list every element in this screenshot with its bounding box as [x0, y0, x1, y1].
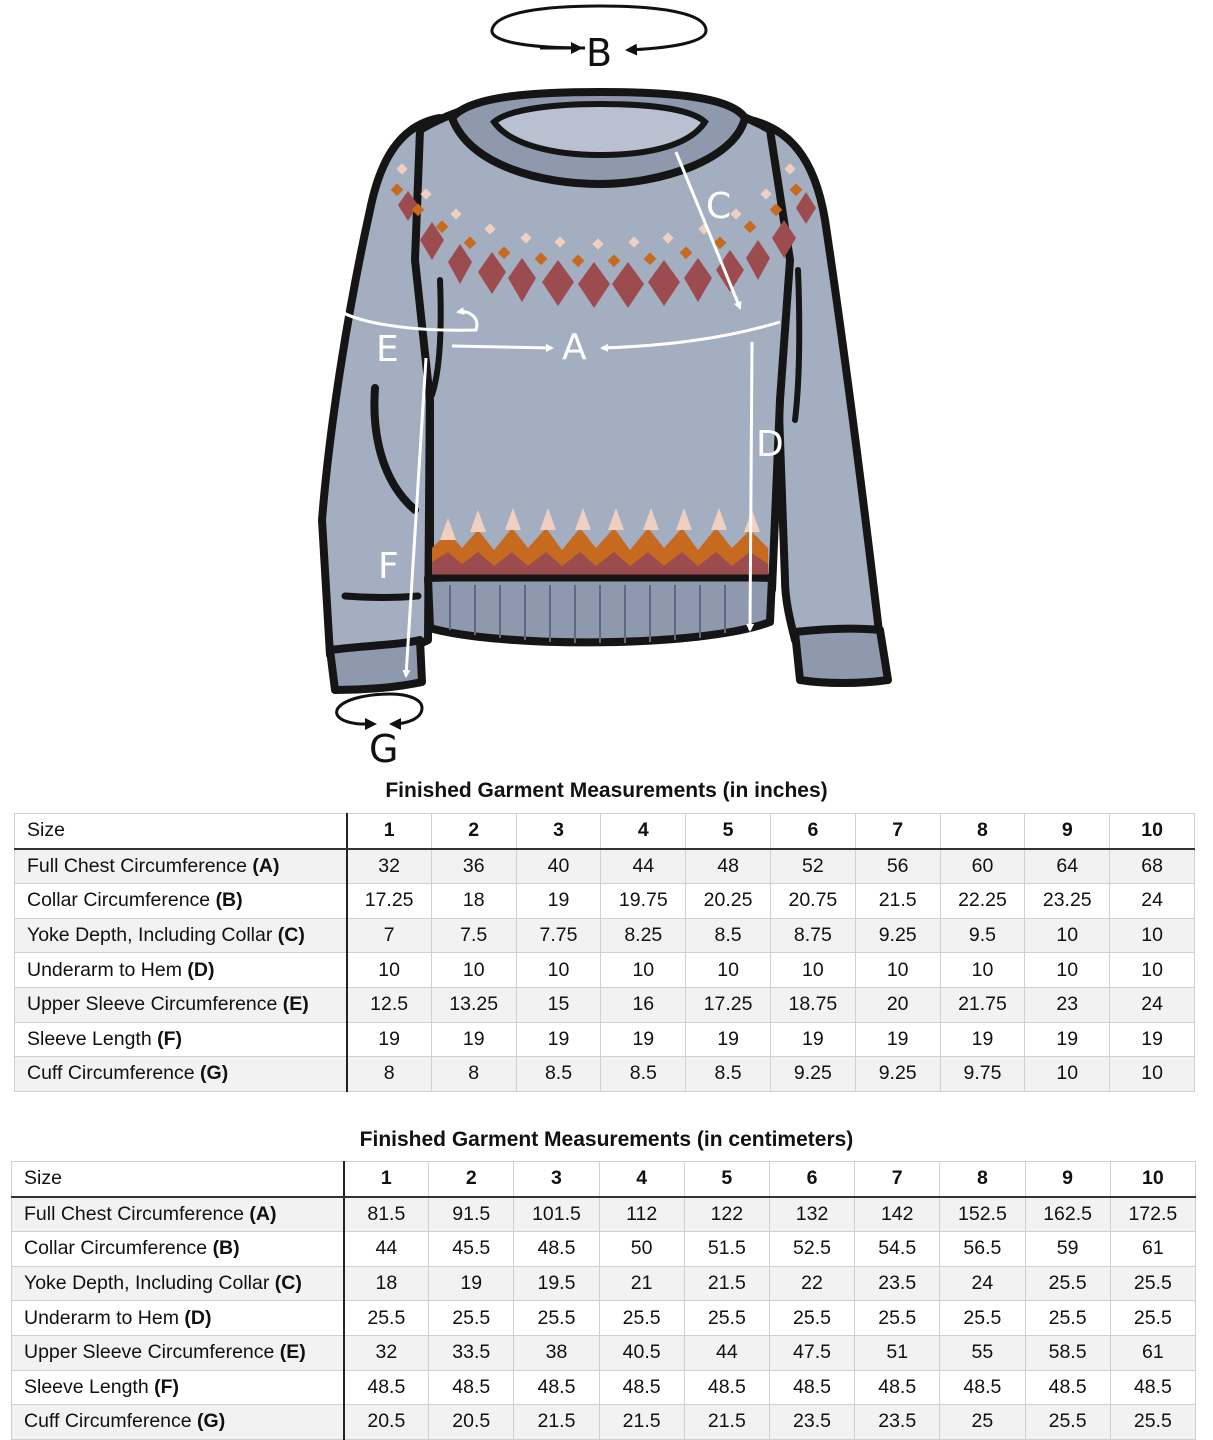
measurement-value: 21.5 [855, 884, 940, 919]
measurement-value: 25.5 [1110, 1405, 1195, 1440]
measurement-value: 25.5 [1025, 1301, 1110, 1336]
size-column-header: 5 [684, 1162, 769, 1197]
table-row [12, 1266, 1196, 1301]
measurement-value: 152.5 [940, 1197, 1025, 1232]
size-column-header: 5 [686, 814, 771, 849]
table-row [12, 1405, 1196, 1440]
measurement-value: 50 [599, 1232, 684, 1267]
measurement-value: 25.5 [599, 1301, 684, 1336]
measurement-name [15, 1057, 347, 1092]
measurement-value: 22 [769, 1266, 854, 1301]
measurement-value: 20 [855, 987, 940, 1022]
measurement-value: 40.5 [599, 1335, 684, 1370]
measurement-label: Full Chest Circumference [24, 1202, 244, 1225]
measurement-value: 25.5 [769, 1301, 854, 1336]
measurement-value: 24 [940, 1266, 1025, 1301]
measurement-value: 19 [1110, 1022, 1195, 1057]
measurement-value: 10 [1025, 918, 1110, 953]
measurement-value: 32 [344, 1335, 429, 1370]
measurement-value: 23.25 [1025, 884, 1110, 919]
measurement-label: Upper Sleeve Circumference [24, 1341, 275, 1364]
measurement-value: 60 [940, 849, 1025, 884]
inches-measurement-table [14, 813, 1195, 1092]
cuff-loop-g [337, 694, 422, 724]
measurement-value: 23.5 [855, 1266, 940, 1301]
measurement-value: 25.5 [514, 1301, 599, 1336]
size-header: Size [12, 1162, 344, 1197]
measurement-value: 44 [684, 1335, 769, 1370]
measurement-value: 19 [770, 1022, 855, 1057]
measurement-value: 25.5 [344, 1301, 429, 1336]
measurement-value: 13.25 [431, 987, 516, 1022]
measurement-value: 61 [1110, 1335, 1195, 1370]
measurement-value: 10 [601, 953, 686, 988]
measurement-value: 19.5 [514, 1266, 599, 1301]
sweater-illustration [322, 92, 888, 690]
measurement-value: 21.75 [940, 987, 1025, 1022]
measurement-value: 20.75 [770, 884, 855, 919]
measurement-label: Sleeve Length [27, 1027, 152, 1050]
table-row [15, 1022, 1195, 1057]
table-row [15, 987, 1195, 1022]
measurement-value: 52.5 [769, 1232, 854, 1267]
size-column-header: 8 [940, 814, 1025, 849]
measurement-code: (F) [157, 1027, 183, 1050]
size-column-header: 9 [1025, 814, 1110, 849]
size-column-header: 7 [855, 814, 940, 849]
measurement-value: 8.5 [686, 1057, 771, 1092]
measurement-code: (G) [197, 1410, 226, 1433]
measurement-code: (D) [187, 958, 215, 981]
size-column-header: 10 [1110, 814, 1195, 849]
size-column-header: 6 [770, 814, 855, 849]
measurement-value: 48.5 [514, 1370, 599, 1405]
measurement-value: 44 [344, 1232, 429, 1267]
measurement-value: 21.5 [684, 1266, 769, 1301]
measurement-value: 36 [431, 849, 516, 884]
measurement-value: 38 [514, 1335, 599, 1370]
label-a: A [562, 327, 587, 368]
size-column-header: 7 [855, 1162, 940, 1197]
measurement-code: (B) [212, 1237, 240, 1260]
table-row [15, 849, 1195, 884]
measurement-value: 22.25 [940, 884, 1025, 919]
measurement-name [12, 1266, 344, 1301]
measurement-value: 24 [1110, 884, 1195, 919]
measurement-value: 18 [344, 1266, 429, 1301]
measurement-code: (C) [277, 924, 305, 947]
measurement-value: 25.5 [429, 1301, 514, 1336]
measurement-code: (F) [154, 1375, 180, 1398]
measurement-value: 48.5 [599, 1370, 684, 1405]
size-column-header: 10 [1110, 1162, 1195, 1197]
size-column-header: 1 [344, 1162, 429, 1197]
measurement-value: 25.5 [855, 1301, 940, 1336]
table-row [12, 1232, 1196, 1267]
measurement-name [12, 1232, 344, 1267]
size-column-header: 3 [514, 1162, 599, 1197]
size-column-header: 4 [599, 1162, 684, 1197]
measurement-label: Collar Circumference [27, 889, 211, 912]
measurement-name [12, 1370, 344, 1405]
measurement-value: 19 [347, 1022, 432, 1057]
size-column-header: 3 [516, 814, 601, 849]
measurement-value: 48.5 [684, 1370, 769, 1405]
measurement-value: 68 [1110, 849, 1195, 884]
measurement-value: 9.25 [855, 1057, 940, 1092]
measurement-value: 10 [1110, 1057, 1195, 1092]
table-row [15, 884, 1195, 919]
centimeters-table-title: Finished Garment Measurements (in centimeters) [359, 1128, 854, 1151]
measurement-name [15, 849, 347, 884]
measurement-label: Yoke Depth, Including Collar [24, 1272, 270, 1295]
table-header-row [15, 814, 1195, 849]
measurement-value: 10 [855, 953, 940, 988]
measurement-name [15, 987, 347, 1022]
measurement-value: 18.75 [770, 987, 855, 1022]
measurement-value: 16 [601, 987, 686, 1022]
measurement-value: 101.5 [514, 1197, 599, 1232]
measurement-value: 10 [940, 953, 1025, 988]
measurement-name [12, 1405, 344, 1440]
measurement-value: 9.25 [855, 918, 940, 953]
table-row [15, 953, 1195, 988]
table-row [15, 1057, 1195, 1092]
measurement-value: 48.5 [1110, 1370, 1195, 1405]
label-f: F [378, 546, 399, 587]
measurement-value: 19 [686, 1022, 771, 1057]
measurement-value: 18 [431, 884, 516, 919]
measurement-value: 91.5 [429, 1197, 514, 1232]
measurement-value: 23.5 [769, 1405, 854, 1440]
size-column-header: 2 [429, 1162, 514, 1197]
measurement-value: 172.5 [1110, 1197, 1195, 1232]
measurement-value: 8 [347, 1057, 432, 1092]
size-header: Size [15, 814, 347, 849]
measurement-value: 61 [1110, 1232, 1195, 1267]
measurement-value: 112 [599, 1197, 684, 1232]
measurement-value: 32 [347, 849, 432, 884]
measurement-value: 51.5 [684, 1232, 769, 1267]
measurement-label: Cuff Circumference [27, 1062, 195, 1085]
measurement-value: 56 [855, 849, 940, 884]
measurement-value: 52 [770, 849, 855, 884]
measurement-code: (G) [200, 1062, 229, 1085]
measurement-label: Yoke Depth, Including Collar [27, 924, 273, 947]
measurement-label: Sleeve Length [24, 1375, 149, 1398]
measurement-value: 19 [516, 1022, 601, 1057]
label-g: G [369, 727, 399, 771]
measurement-label: Upper Sleeve Circumference [27, 993, 278, 1016]
measurement-value: 9.25 [770, 1057, 855, 1092]
measurement-value: 23.5 [855, 1405, 940, 1440]
measurement-value: 56.5 [940, 1232, 1025, 1267]
measurement-value: 40 [516, 849, 601, 884]
measurement-value: 19 [855, 1022, 940, 1057]
measurement-value: 10 [1110, 953, 1195, 988]
label-e: E [376, 329, 399, 370]
inches-table-title: Finished Garment Measurements (in inches) [385, 779, 828, 802]
measurement-value: 8 [431, 1057, 516, 1092]
measurement-value: 142 [855, 1197, 940, 1232]
measurement-value: 25.5 [1110, 1301, 1195, 1336]
measurement-value: 10 [1025, 953, 1110, 988]
measurement-value: 54.5 [855, 1232, 940, 1267]
measurement-value: 33.5 [429, 1335, 514, 1370]
measurement-value: 25 [940, 1405, 1025, 1440]
measurement-code: (B) [215, 889, 243, 912]
measurement-label: Full Chest Circumference [27, 854, 247, 877]
measurement-code: (A) [249, 1202, 277, 1225]
measurement-value: 10 [1025, 1057, 1110, 1092]
measurement-value: 21.5 [684, 1405, 769, 1440]
measurement-value: 19.75 [601, 884, 686, 919]
measurement-code: (A) [252, 854, 280, 877]
measurement-value: 48.5 [514, 1232, 599, 1267]
measurement-value: 21 [599, 1266, 684, 1301]
measurement-value: 20.5 [429, 1405, 514, 1440]
table-header-row [12, 1162, 1196, 1197]
measurement-value: 59 [1025, 1232, 1110, 1267]
measurement-value: 12.5 [347, 987, 432, 1022]
measurement-value: 45.5 [429, 1232, 514, 1267]
measurement-value: 25.5 [1025, 1266, 1110, 1301]
measurement-value: 9.5 [940, 918, 1025, 953]
measurement-code: (E) [279, 1341, 306, 1364]
measurement-value: 7.5 [431, 918, 516, 953]
measurement-value: 10 [770, 953, 855, 988]
measurement-name [12, 1301, 344, 1336]
measurement-value: 47.5 [769, 1335, 854, 1370]
size-column-header: 9 [1025, 1162, 1110, 1197]
measurement-value: 10 [1110, 918, 1195, 953]
measurement-value: 64 [1025, 849, 1110, 884]
measurement-label: Underarm to Hem [24, 1306, 179, 1329]
table-row [15, 918, 1195, 953]
measurement-value: 48.5 [429, 1370, 514, 1405]
measurement-name [12, 1335, 344, 1370]
table-row [12, 1197, 1196, 1232]
measurement-value: 19 [431, 1022, 516, 1057]
measurement-value: 10 [431, 953, 516, 988]
measurement-value: 17.25 [347, 884, 432, 919]
measurement-value: 15 [516, 987, 601, 1022]
measurement-value: 48.5 [940, 1370, 1025, 1405]
measurement-value: 19 [940, 1022, 1025, 1057]
measurement-code: (E) [282, 993, 309, 1016]
measurement-value: 10 [347, 953, 432, 988]
measurement-value: 48.5 [1025, 1370, 1110, 1405]
measurement-value: 122 [684, 1197, 769, 1232]
measurement-value: 7.75 [516, 918, 601, 953]
measurement-value: 17.25 [686, 987, 771, 1022]
measurement-value: 19 [601, 1022, 686, 1057]
size-column-header: 2 [431, 814, 516, 849]
size-column-header: 6 [769, 1162, 854, 1197]
measurement-value: 8.75 [770, 918, 855, 953]
measurement-name [15, 1022, 347, 1057]
measurement-value: 44 [601, 849, 686, 884]
measurement-value: 55 [940, 1335, 1025, 1370]
measurement-value: 162.5 [1025, 1197, 1110, 1232]
measurement-label: Collar Circumference [24, 1237, 208, 1260]
measurement-value: 8.25 [601, 918, 686, 953]
measurement-value: 81.5 [344, 1197, 429, 1232]
measurement-name [15, 884, 347, 919]
measurement-value: 19 [516, 884, 601, 919]
measurement-value: 20.5 [344, 1405, 429, 1440]
measurement-value: 25.5 [940, 1301, 1025, 1336]
size-column-header: 1 [347, 814, 432, 849]
measurement-code: (C) [274, 1272, 302, 1295]
measurement-label: Cuff Circumference [24, 1410, 192, 1433]
measurement-value: 58.5 [1025, 1335, 1110, 1370]
measurement-value: 21.5 [514, 1405, 599, 1440]
measurement-value: 48.5 [769, 1370, 854, 1405]
size-column-header: 4 [601, 814, 686, 849]
measurement-code: (D) [184, 1306, 212, 1329]
measurement-value: 19 [429, 1266, 514, 1301]
measurement-value: 48 [686, 849, 771, 884]
table-row [12, 1370, 1196, 1405]
centimeters-measurement-table [11, 1161, 1196, 1440]
label-b: B [586, 31, 613, 75]
measurement-value: 132 [769, 1197, 854, 1232]
measurement-value: 51 [855, 1335, 940, 1370]
label-c: C [706, 186, 732, 227]
measurement-name [15, 918, 347, 953]
measurement-name [12, 1197, 344, 1232]
size-column-header: 8 [940, 1162, 1025, 1197]
measurement-value: 9.75 [940, 1057, 1025, 1092]
measurement-value: 48.5 [344, 1370, 429, 1405]
measurement-value: 19 [1025, 1022, 1110, 1057]
measurement-value: 23 [1025, 987, 1110, 1022]
measurement-value: 48.5 [855, 1370, 940, 1405]
measurement-value: 21.5 [599, 1405, 684, 1440]
measurement-value: 8.5 [601, 1057, 686, 1092]
measurement-value: 10 [686, 953, 771, 988]
measurement-value: 25.5 [1025, 1405, 1110, 1440]
measurement-value: 7 [347, 918, 432, 953]
measurement-value: 25.5 [1110, 1266, 1195, 1301]
measurement-value: 25.5 [684, 1301, 769, 1336]
measurement-value: 8.5 [516, 1057, 601, 1092]
measurement-value: 10 [516, 953, 601, 988]
label-d: D [756, 424, 784, 465]
table-row [12, 1335, 1196, 1370]
right-cuff [795, 629, 888, 683]
table-row [12, 1301, 1196, 1336]
measurement-value: 20.25 [686, 884, 771, 919]
measurement-label: Underarm to Hem [27, 958, 182, 981]
measurement-value: 8.5 [686, 918, 771, 953]
measurement-value: 24 [1110, 987, 1195, 1022]
measurement-name [15, 953, 347, 988]
